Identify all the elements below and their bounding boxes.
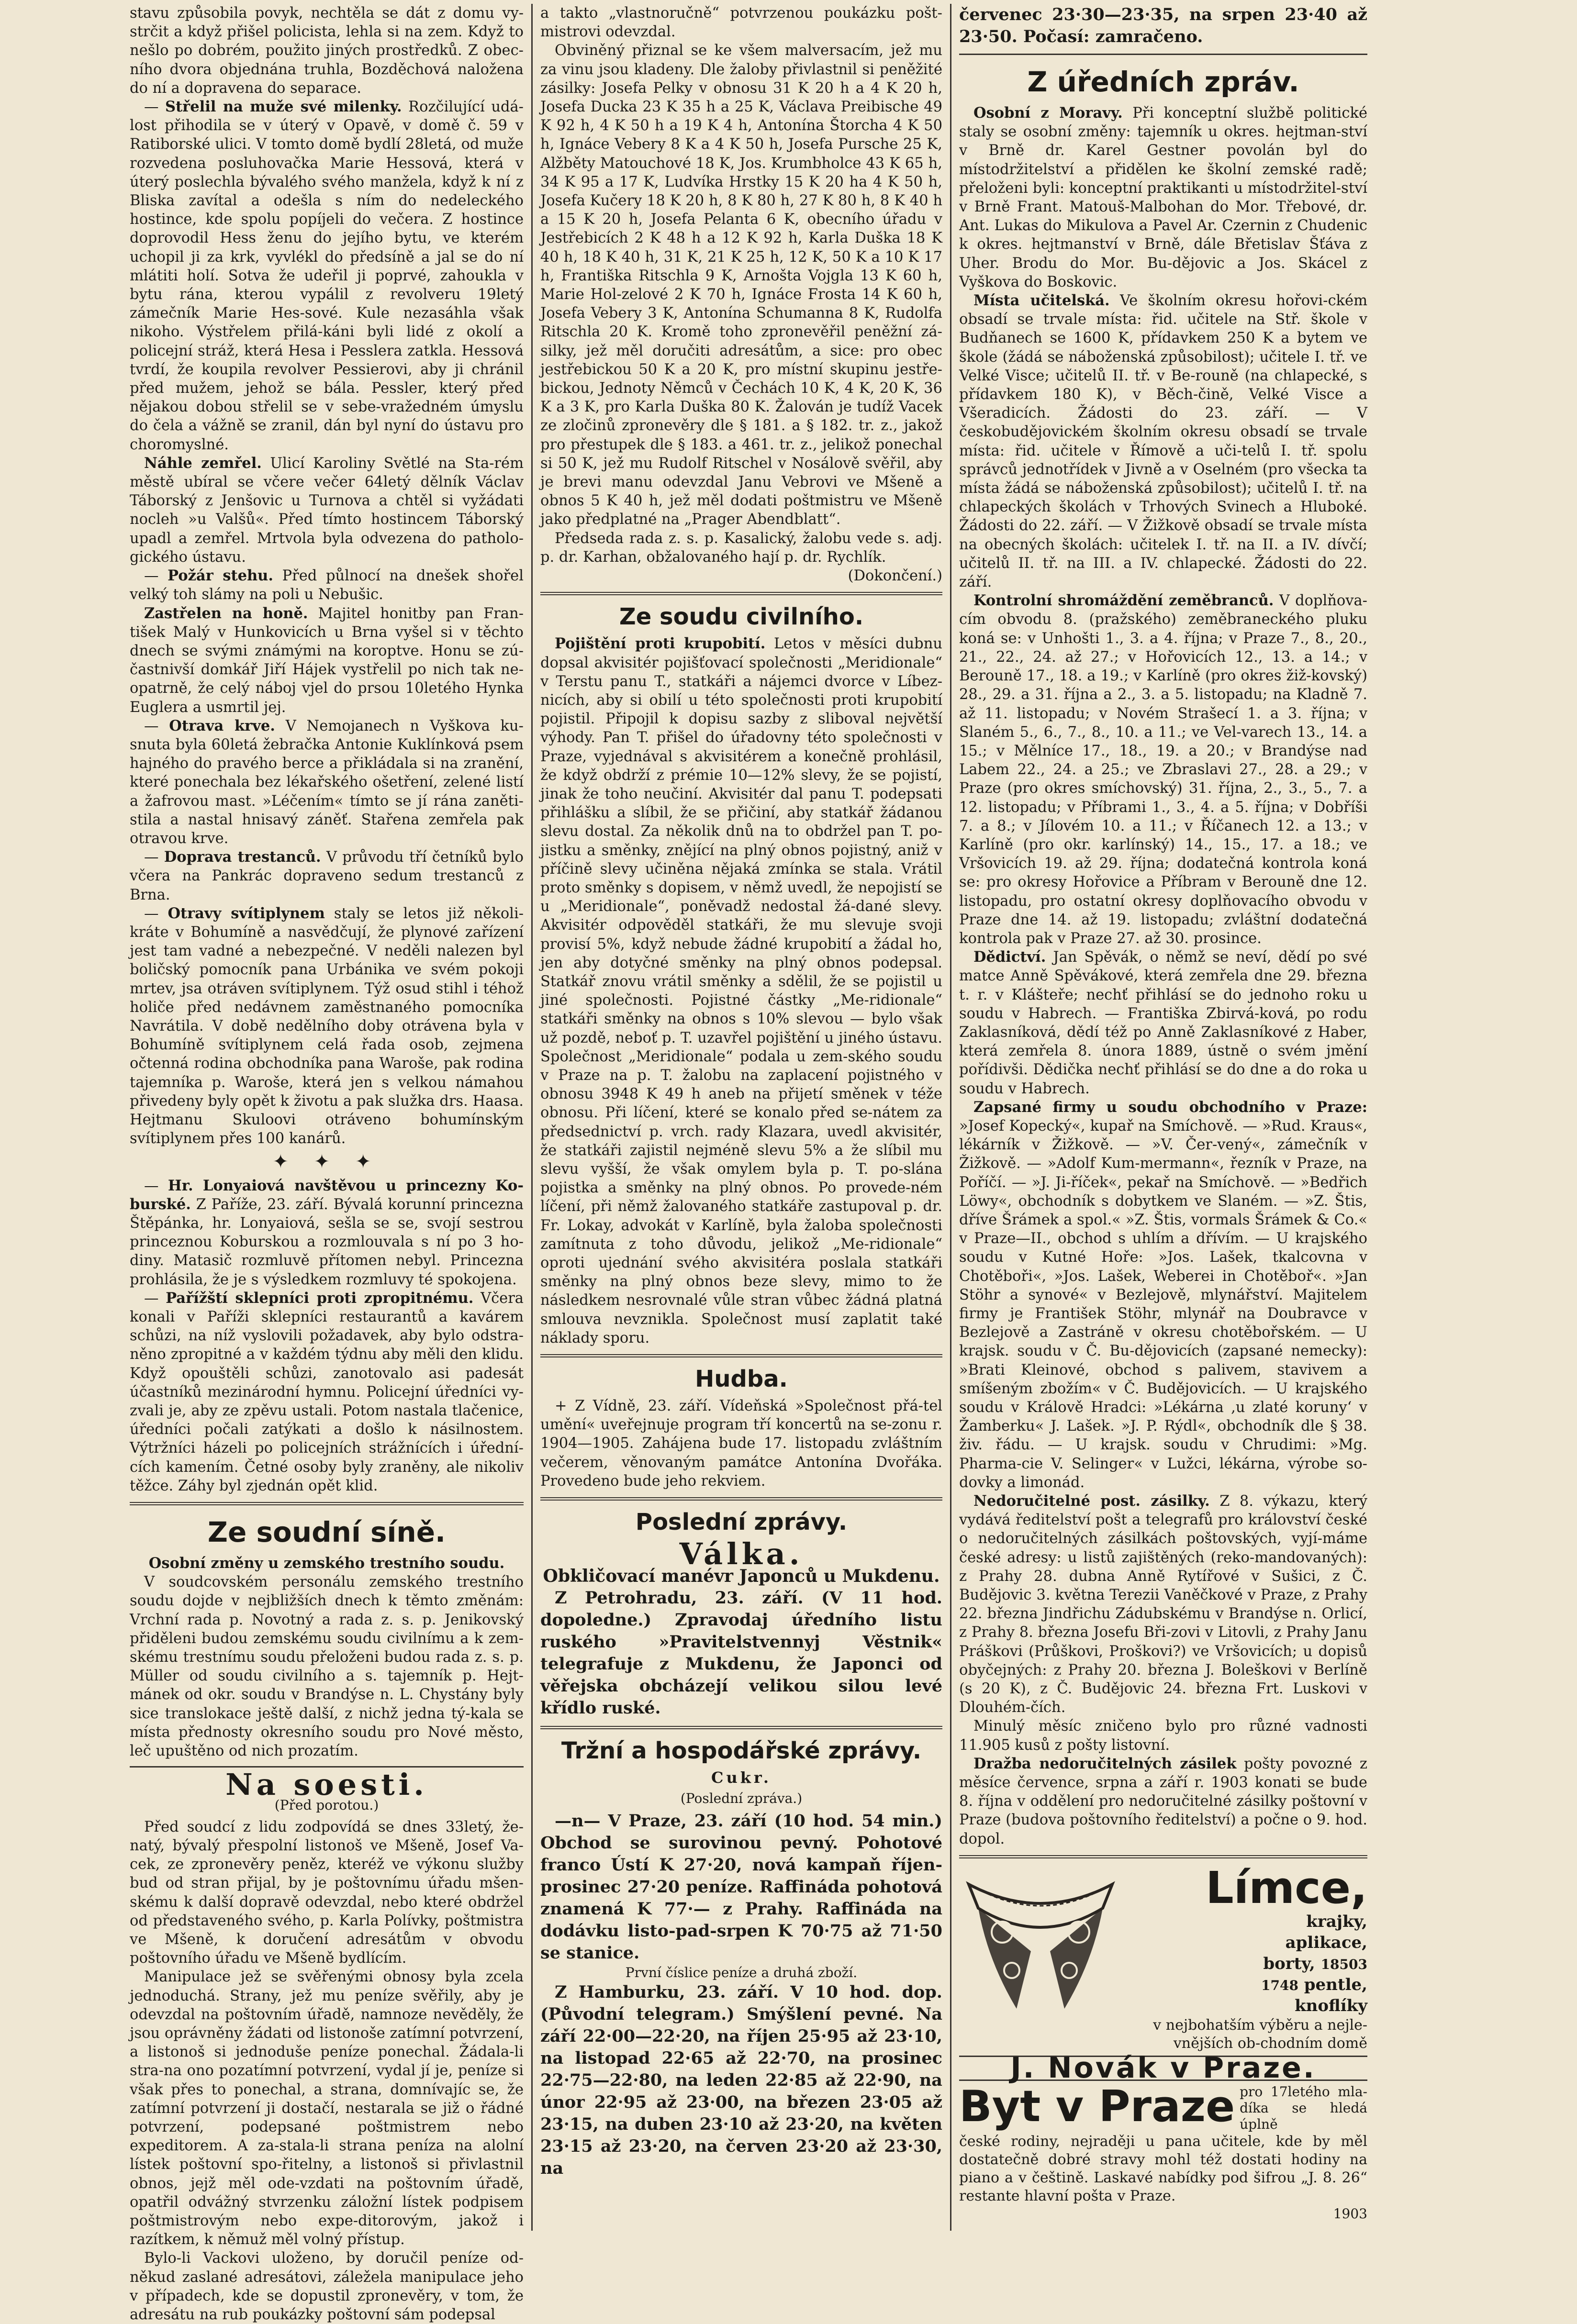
article-osobni-morava [959, 104, 1367, 291]
section-divider [540, 1497, 942, 1501]
article-manipulace: Manipulace jež se svěřenými obnosy byla zcela jednoduchá. Strany, jež mu peníze svěřily, aby je odevzdal na poštovním úřadě, namnoze nevěděly, že jsou oprávněny žádati od listonoše zatímní potvrzení, a listonoš si jednoduše peníze ponechal. Žádala-li stra-na ono pozatímní potvrzení, vydal jí je, peníze si však přes to ponechal, a strana, domnívajíc se, že zatímní potvrzení ji dostačí, nestarala se již o řádné potvrzení, podepsané poštmistrem nebo expeditorem. A za-stala-li strana peníza na alolní lístek poštovní spo-řitelny, a listonoš si přivlastnil obnos, jejž měl ode-vzdati na poštovním úřadě, opatřil odvážný stvrzenku záložní lístek podpisem poštmistrovým nebo expe-ditorovým, jakož i razítkem, k němuž měl volný přístup. [130, 1968, 524, 2248]
section-divider [959, 1855, 1367, 1858]
article-obvineny: Obviněný přiznal se ke všem malversacím, jež mu za vinu jsou kladeny. Dle žaloby přivlastnil si peněžité zásilky: Josefa Pelky v obnosu 31 K 20 h a 4 K 20 h, Josefa Ducka 23 K 35 h a 25 K, Václava Preibische 49 K 92 h, 4 K 50 h a 19 K 4 h, Antonína Štorcha 4 K 50 h, Ignáce Vebery 8 K a 4 K 50 h, Josefa Pursche 25 K, Alžběty Matouchové 18 K, Jos. Krumbholce 43 K 65 h, 34 K 95 a 17 K, Ludvíka Hrstky 15 K 20 ha 4 K 50 h, Josefa Kučery 18 K 20 h, 8 K 80 h, 27 K 80 h, 8 K 40 h a 15 K 20 h, Josefa Pelanta 6 K, obecního úřadu v Jestřebicích 2 K 48 h a 12 K 92 h, Karla Duška 18 K 40 h, 18 K 40 h, 31 K, 21 K 25 h, 12 K, 50 K a 10 K 17 h, Františka Ritschla 9 K, Arnošta Vojgla 13 K 60 h, Marie Hol-zelové 2 K 70 h, Ignáce Frosta 14 K 60 h, Josefa Vebery 3 K, Antonína Schumanna 8 K, Rudolfa Ritschla 20 K. Kromě toho zpronevěřil peněžní zá-silky, jež měl doručiti adresátům, a sice: pro obec jestřebickou 50 K a 20 K, pro místní skupinu jestře-bickou, Jednoty Němců v Čechách 10 K, 4 K, 20 K, 36 K a 3 K, pro Karla Duška 80 K. Žalován je tudíž Vacek ze zločinů zpronevěry dle § 181. a § 182. tr. z., jakož pro přestupek dle § 183. a 461. tr. z., jelikož ponechal si 50 K, jež mu Rudolf Ritschel v Nosálově svěřil, aby je brevi manu odevzdal Janu Vebrovi ve Mšeně a obnos 5 K 40 h, jež měl dodati poštmistru ve Mšeně jako předplatné na „Prager Abendblatt“. [540, 42, 942, 528]
article-continuation: a takto „vlastnoručně“ potvrzenou poukázku pošt-mistrovi odevzdal. [540, 5, 942, 41]
section-divider [130, 1502, 524, 1505]
section-title-na-soesti: Na soesti. [225, 1767, 428, 1802]
article-pozar: — Požár stehu. Před půlnocí na dnešek shořel velký toh slámy na poli u Nebušic. [130, 567, 524, 603]
ad-item: aplikace, [1285, 1933, 1367, 1952]
column-2 [531, 4, 950, 2231]
article-text: Ve školním okresu hořovi-ckém obsadí se trvale místa: řid. učitele na Stř. škole v Budňanech se 1600 K, přídavkem 250 K a bytem ve škole (žádá se náboženská způsobilost); učitele I. tř. ve Velké Visce; učitelů II. tř. v Be-rouně (na chlapecké, s přídavkem 180 K), v Běch-čině, Velké Visce a Všeradicích. Žádosti do 23. září. — V českobudějovickém školním okresu obsadí se trvale místa: řid. učitele v Římově a uči-telů I. tř. spolu správců jednotřídek v Jivně a v Oselném (pro všecka ta místa žádá se náboženská způsobilost); učitelů I. tř. na chlapeckých školách v Trhových Svinech a Hluboké. Žádosti do 22. září. — V Žižkově obsadí se trvale místa na obecných školách: učitelek I. tř. na II. a IV. dívčí; učitelů II. tř. na III. a IV. chlapecké. Žádosti do 22. září. [959, 292, 1367, 591]
article-text: staly se letos již několi-kráte v Bohumíně a nasvědčují, že plynové zařízení jest tam vadné a nebezpečné. V neděli nalezen byl boličský pomocník pana Urbánika ve svém pokoji mrtev, jsa otráven svítiplynem. Týž osud stihl i téhož holiče před nedávnem zaměstnaného pomocníka Navrátila. V době nedělního doby otrávena byla v Bohumíně svítiplynem celá řada osob, zejmena očtenná rodina obchodníka pana Waroše, pak rodina tajemníka p. Waroše, která jen s velkou námahou přivedeny byly opět k životu a pak služka drs. Haasa. Hejtmanu Skuloovi otráveno bohumínským svítiplynem přes 100 kanárů. [130, 905, 524, 1147]
article-text: pošty povozné z měsíce července, srpna a září r. 1903 konati se bude 8. října v oddělení pro nedoručitelné zásilky poštovní v Praze (budova poštovního ředitelství) a počne o 9. hod. dopol. [959, 1755, 1368, 1847]
headline-parizsti: Pařížští sklepníci proti zpropitnému. [166, 1289, 474, 1307]
article-pojisteni [540, 634, 942, 1347]
article-hudba: + Z Vídně, 23. září. Vídeňská »Společnost přá-tel umění« uveřejnuje program tří koncertů na se-zonu r. 1904—1905. Zahájena bude 17. listopadu zvláštním večerem, věnovaným památce Antonína Dvořáka. Provedeno bude jeho rekviem. [540, 1398, 942, 1490]
headline-drazba: Dražba nedoručitelných zásilek [973, 1755, 1237, 1772]
ad-item-label: borty, [1263, 1954, 1315, 1973]
article-continuation: červenec 23·30—23·35, na srpen 23·40 až 23·50. Počasí: zamračeno. [959, 5, 1367, 46]
headline-pozar: Požár stehu. [168, 567, 273, 585]
headline-otrava-krve: Otrava krve. [169, 717, 275, 734]
article-zastrelen [130, 604, 524, 717]
headline-valka: Válka. [679, 1536, 804, 1572]
lace-collar-illustration [959, 1865, 1122, 2023]
headline-nahle: Náhle zemřel. [144, 454, 262, 472]
continued-note: (Dokončení.) [848, 567, 942, 585]
section-title-trzni-zpravy: Tržní a hospodářské zprávy. [561, 1737, 922, 1765]
article-minuly-mesic: Minulý měsíc zničeno bylo pro různé vadnosti 11.905 kusů z pošty listovní. [959, 1718, 1367, 1754]
article-text: Z 8. výkazu, který vydává ředitelství pošt a telegrafů pro království české o nedoručitelných zásilkách poštovských, vyjí-máme české adresy: u listů zajištěných (reko-mandovaných): z Prahy 28. dubna Anně Rytířové v Sušici, z Č. Budějovic 3. května Terezii Vaněčkové v Praze, z Prahy 22. března Jindřichu Zádubskému v Brandýse n. Orlicí, z Prahy 8. března Josefu Bři-zovi v Litovli, z Prahy Janu Práškovi (Průškovi, Proškovi?) ve Vršovicích; u dopisů obyčejných: z Prahy 20. března J. Boleškovi v Berlíně (s 20 K), z Č. Budějovic 24. března Frt. Luskovi v Dlouhém-čích. [959, 1493, 1368, 1716]
headline-dedictvi: Dědictví. [973, 948, 1046, 966]
article-osobni-zmeny: V soudcovském personálu zemského trestního soudu dojde v nejbližších dnech k těmto změnám: Vrchní rada p. Novotný a rada z. s. p. Jenikovský přiděleni budou zemskému soudu civilnímu a k zem-skému trestnímu soudu přeloženi budou rada z. s. p. Müller od soudu civilního a s. tajemník p. Hejt-mánek od okr. soudu v Brandýse n. L. Chystány byly sice translokace ještě další, z nichž jedna tý-kala se místa přednosty okresního soudu pro Nové město, leč upuštěno od nich prozatím. [130, 1574, 524, 1760]
article-text: Před půlnocí na dnešek shořel velký toh slámy na poli u Nebušic. [130, 567, 524, 603]
section-divider [540, 1726, 942, 1729]
headline-otravy: Otravy svítiplynem [168, 904, 325, 922]
note-cislice: První číslice peníze a druhá zboží. [625, 1965, 858, 1981]
article-cukr-hamburk: Z Hamburku, 23. září. V 10 hod. dop. (Původní telegram.) Smýšlení pevné. Na září 22·00—22·20, na říjen 25·95 až 23·10, na listopad 22·65 až 22·70, na prosinec 22·75—22·80, na leden 22·85 až 22·90, na únor 22·95 až 23·00, na březen 23·05 až 23·15, na duben 23·10 až 23·20, na květen 23·15 až 23·20, na červen 23·20 až 23·30, na [540, 1982, 942, 2179]
ad-item-label: pentle, [1304, 1975, 1367, 1994]
article-text: V průvodu tří četníků bylo včera na Pankrác dopraveno sedum trestanců z Brna. [130, 849, 524, 903]
ad-byt-side: pro 17letého mla-díka se hledá úplně [1240, 2084, 1367, 2133]
article-otravy: — Otravy svítiplynem staly se letos již několi-kráte v Bohumíně a nasvědčují, že plynové zařízení jest tam vadné a nebezpečné. V neděli nalezen byl boličský pomocník pana Urbánika ve svém pokoji mrtev, jsa otráven svítiplynem. Týž osud stihl i téhož holiče před nedávnem zaměstnaného pomocníka Navrátila. V době nedělního doby otrávena byla v Bohumíně svítiplynem celá řada osob, zejmena očtenná rodina obchodníka pana Waroše, pak rodina tajemníka p. Waroše, která jen s velkou námahou přivedeny byly opět k životu a pak služka drs. Haasa. Hejtmanu Skuloovi otráveno bohumínským svítiplynem přes 100 kanárů. [130, 904, 524, 1147]
headline-kontrolni: Kontrolní shromáždění zeměbranců. [973, 592, 1274, 610]
article-predseda: Předseda rada z. s. p. Kasalický, žalobu vede s. adj. p. dr. Karhan, obžalovaného hají p. dr. Rychlík. [540, 530, 942, 566]
article-cukr-praha: —n— V Praze, 23. září (10 hod. 54 min.) Obchod se surovinou pevný. Pohotové franco Ústí K 27·20, nová kampaň říjen-prosinec 27·20 peníze. Raffináda pohotová znamená K 77·— z Prahy. Raffináda na dodávku listo-pad-srpen K 70·75 až 71·50 se stanice. [540, 1811, 942, 1963]
ad-company-name: J. Novák v Praze. [959, 2056, 1367, 2081]
column-3 [950, 4, 1375, 2231]
article-text: Majitel honitby pan Fran-tišek Malý v Hunkovicích u Brna vyšel si v těchto dnech se svými známými na koroptve. Honu se zú-častnivší domkář Jiří Hájek vystřelil po nich tak ne-opatrně, že celý náboj vjel do prsou 10letého Hynka Euglera a usmrtil jej. [130, 605, 524, 716]
article-text: »Josef Kopecký«, kupař na Smíchově. — »Rud. Kraus«, lékárník v Žižkově. — »V. Čer-vený«, zámečník v Žižkově. — »Adolf Kum-mermann«, řezník v Praze, na Poříčí. — »J. Ji-říček«, pekař na Smíchově. — »Bedřich Löwy«, obchodník s dobytkem ve Slaném. — »Z. Štis, dříve Šrámek a spol.« »Z. Štis, vormals Šrámek & Co.« v Praze—II., obchod s uhlím a dřívím. — U krajského soudu v Kutné Hoře: »Jos. Lašek, tkalcovna v Chotěboři«, »Jos. Lašek, Weberei in Chotěboř«. »Jan Stöhr a synové« v Bezlejově, mlynářství. Majitelem firmy je František Stöhr, mlynář na Doubravce v Bezlejově a Zastráně v okresu chotěbořském. — U krajsk. soudu v Č. Bu-dějovicích (zapsané nemecky): »Brati Kleinové, obchod s palivem, stavivem a smíšeným zbožím« v Č. Budějovicích. — U krajského soudu v Králově Hradci: »Lékárna ,u zlaté koruny‘ v Žamberku« J. Lašek. »J. P. Rýdl«, obchodník dle § 38. živ. řádu. — U krajsk. soudu v Chrudimi: »Mg. Pharma-cie V. Selinger« v Lužci, lékárna, výrobe so-dovky a limonád. [959, 1117, 1367, 1491]
headline-obklicovaci: Obkličovací manévr Japonců u Mukdenu. [543, 1566, 940, 1587]
article-strelil: — Střelil na muže své milenky. Rozčilující udá-lost přihodila se v úterý v Opavě, v domě č. 59 v Ratiborské ulici. V tomto domě bydlí 28letá, od muže rozvedena posluhovačka Marie Hessová, která v úterý poslechla bývalého svého manžela, když k ní z Bliska zavítal a odešla s ním do nedeleckého hostince, kde spolu popíjeli do večera. Z hostince doprovodil Hess ženu do jejího bytu, ve kterém uchopil ji za krk, vyvlékl do předsíně a jal se do ní mlátiti holí. Sotva že udeřil ji poprvé, zahoukla v bytu rána, kterou vypálil z revolveru 19letý zámečník Marie Hes-sové. Kule nezasáhla však nikoho. Výstřelem přilá-káni byli lidé z okolí a policejní stráž, která Hesa i Pesslera zatkla. Hessová tvrdí, že koupila revolver Pessierovi, aby ji chránil před mužem, jehož se bála. Pessler, který před nějakou dobou střelil se v sebe-vražedném úmyslu do čela a vážně se zranil, dán byl nyní do ústavu pro choromyslné. [130, 98, 524, 453]
article-porota: Před soudcí z lidu zodpovídá se dnes 33letý, že-natý, bývalý přespolní listonoš ve Mšeně, Josef Va-cek, ze zpronevěry peněz, kteréž ve výkonu služby bud od stran přijal, by je poštovnímu úřadu mšen-skému k další dopravě odevzdal, nebo které obdržel od představeného svého, p. Karla Polívky, poštmistra ve Mšeně, k doručení adresátům v obvodu poštovního úřadu ve Mšeně bydlícím. [130, 1818, 524, 1967]
ad-tagline: v nejbohatším výběru a nejle-vnějších ob-chodním domě [1153, 2016, 1367, 2052]
article-text: V Nemojanech n Vyškova ku-snuta byla 60letá žebračka Antonie Kuklínková psem hajného do pravého berce a přikládala si na zranění, které ponechala bez lékařského ošetření, zelené listí a žafrovou mast. »Léčením« tímto se jí rána zaněti-stila a nastal hnisavý záněť. Stařena zemřela pak otravou krve. [130, 717, 524, 847]
headline-osobni-morava: Osobní z Moravy. [973, 104, 1123, 122]
section-title-uradni-zpravy: Z úředních zpráv. [1027, 66, 1299, 98]
article-text: Včera konali v Paříži sklepníci restaurantů a kavárem schůzi, na níž vyslovili požadavek, aby bylo odstra-něno zpropitné a v každém týdnu aby měli den klidu. Když opouštěli schůzi, zanotovalo asi padesát účastníků mezinárodní hymnu. Policejní úředníci vy-zvali je, aby ze zpěvu ustali. Potom nastala tlačenice, úředníci počali zatýkati a došlo k násilnostem. Výtržníci házeli po policejních strážnících i úřední-cích kamením. Četné osoby byly zraněny, ale nikoliv těžce. Záhy byl zjednán opět klid. [130, 1290, 524, 1494]
section-title-posledni-zpravy: Poslední zprávy. [635, 1509, 848, 1536]
article-drazba [959, 1755, 1367, 1848]
article-dedictvi [959, 948, 1367, 1098]
subtitle-porota: (Před porotou.) [274, 1797, 379, 1813]
article-text: Ulicí Karoliny Světlé na Sta-rém městě ubíral se včere večer 64letý dělník Václav Táborský z Jenšovic u Turnova a chtěl si vyžádati nocleh »u Valšů«. Před tímto hostincem Táborský upadl a zemřel. Mrtvola byla odvezena do patholo-gického ústavu. [130, 455, 524, 566]
article-text: Rozčilující udá-lost přihodila se v úterý v Opavě, v domě č. 59 v Ratiborské ulici. V tomto domě bydlí 28letá, od muže rozvedena posluhovačka Marie Hessová, která v úterý poslechla bývalého svého manžela, když k ní z Bliska zavítal a odešla s ním do nedeleckého hostince, kde spolu popíjeli do večera. Z hostince doprovodil Hess ženu do jejího bytu, ve kterém uchopil ji za krk, vyvlékl do předsíně a jal se do ní mlátiti holí. Sotva že udeřil ji poprvé, zahoukla v bytu rána, kterou vypálil z revolveru 19letý zámečník Marie Hes-sové. Kule nezasáhla však nikoho. Výstřelem přilá-káni byli lidé z okolí a policejní stráž, která Hesa i Pesslera zatkla. Hessová tvrdí, že koupila revolver Pessierovi, aby ji chránil před mužem, jehož se bála. Pessler, který před nějakou dobou střelil se v sebe-vražedném úmyslu do čela a vážně se zranil, dán byl nyní do ústavu pro choromyslné. [130, 99, 524, 453]
article-bylo-li: Bylo-li Vackovi uloženo, by doručil peníze od-někud zaslané adresátovi, záležela manipulace jeho v případech, kde se dopustil zpronevěry, v tom, že adresátu na rub poukázky poštovní sám podepsal [130, 2250, 524, 2323]
section-title-hudba: Hudba. [695, 1366, 788, 1393]
article-petrohrad: Z Petrohradu, 23. září. (V 11 hod. dopoledne.) Zpravodaj úředního listu ruského »Pravitelstvennyj Věstnik« telegrafuje z Mukdenu, že Japonci od věřejska obcházejí velikou silou levé křídlo ruské. [540, 1588, 942, 1718]
ad-number: 1748 [1261, 1977, 1298, 1993]
article-text: Z Paříže, 23. září. Bývalá korunní princezna Štěpánka, hr. Lonyaiová, sešla se se, svojí sestrou princeznou Koburskou a rozmlouvala s ní po 3 ho-diny. Matasič rozmluvě přítomen nebyl. Princezna prohlásila, že je s výsledkem rozmluvy té spokojena. [130, 1196, 524, 1288]
article-lonyai: — Hr. Lonyaiová navštěvou u princezny Ko-burské. Z Paříže, 23. září. Bývalá korunní princezna Štěpánka, hr. Lonyaiová, sešla se se, svojí sestrou princeznou Koburskou a rozmlouvala s ní po 3 ho-diny. Matasič rozmluvě přítomen nebyl. Princezna prohlásila, že je s výsledkem rozmluvy té spokojena. [130, 1177, 524, 1288]
headline-pojisteni: Pojištění proti krupobití. [555, 635, 766, 653]
article-parizsti: — Pařížští sklepníci proti zpropitnému. Včera konali v Paříži sklepníci restaurantů a kavárem schůzi, na níž vyslovili požadavek, aby bylo odstra-něno zpropitné a v každém týdnu aby měli den klidu. Když opouštěli schůzi, zanotovalo asi padesát účastníků mezinárodní hymnu. Policejní úředníci vy-zvali je, aby ze zpěvu ustali. Potom nastala tlačenice, úředníci počali zatýkati a došlo k násilnostem. Výtržníci házeli po policejních strážnících i úřední-cích kamením. Četné osoby byly zraněny, ale nikoliv těžce. Záhy byl zjednán opět klid. [130, 1289, 524, 1494]
article-continuation: stavu způsobila povyk, nechtěla se dát z domu vy-strčit a když přišel policista, lehla si na zem. Když to nešlo po dobrém, použito jiných prostředků. Z obec-ního dvora objednána truhla, Bozděchová naložena do ní a dopravena do separace. [130, 5, 524, 97]
article-text: Při konceptní službě politické staly se osobní změny: tajemník u okres. hejtman-ství v Brně dr. Karel Gestner povolán byl do místodržitelství a přidělen ke školní zemské radě; přeloženi byli: konceptní praktikanti u místodržitel-ství v Brně Frant. Matouš-Malbohan do Mor. Třebové, dr. Ant. Lukas do Mikulova a Pavel Ar. Czernin z Chudenic k okres. hejtmanství v Brně, dále Břetislav Šťáva z Uher. Brodu do Mor. Bu-dějovic a Jos. Skácel z Vyškova do Boskovic. [959, 105, 1367, 290]
section-divider [540, 1354, 942, 1357]
headline-zastrelen: Zastřelen na honě. [144, 604, 308, 622]
section-divider [540, 592, 942, 595]
headline-lonyai: Hr. Lonyaiová navštěvou u princezny Ko-burské. [130, 1177, 524, 1213]
ad-headline-byt: Byt v Praze [959, 2081, 1235, 2132]
article-nahle [130, 454, 524, 567]
headline-nedorucitelne: Nedoručitelné post. zásilky. [973, 1492, 1210, 1510]
ad-item: knoflíky [1295, 1996, 1367, 2015]
article-text: Letos v měsíci dubnu dopsal akvisitér pojišťovací společnosti „Meridionale“ v Terstu panu T., statkáři a nájemci dvorce v Líbez-nicích, aby si obilí u této společnosti proti krupobití pojistil. Připojil k dopisu sazby z sliboval největší výhody. Pan T. přišel do úřadovny této společnosti v Praze, vyjednával s akvisitérem a konečně prohlásil, že když obdrží z prémie 10—12% slevy, že se pojistí, jinak že toho neučiní. Akvisitér dal panu T. podepsati přihlášku a slíbil, že se přičiní, aby statkář žádanou slevu dostal. Za několik dnů na to obdržel pan T. po-jistku a směnky, znějící na plný obnos pojistný, aniž v příčině slevy učiněna nějaká zmínka se stala. Vrátil proto směnky s dopisem, v němž uvedl, že nepojistí se u „Meridionale“, poněvadž nedostal žá-dané slevy. Akvisitér odpověděl statkáři, že mu slevuje svoji provisí 5%, když nebude žádné krupobití a žádal ho, jen aby dotyčné směnky na plný obnos podepsal. Statkář znovu vrátil směnky a sdělil, že se pojistil u jiné společnosti. Pojistné částky „Me-ridionale“ statkáři směnky na obnos s 10% slevou — bylo však už pozdě, neboť p. T. uzavřel pojištění u jiného ústavu. Společnost „Meridionale“ podala u zem-ského soudu v Praze na p. T. žalobu na zaplacení pojistného v obnosu 3948 K 49 h aneb na přijetí směnek v téže obnosu. Při líčení, které se konalo před se-nátem za předsednictví p. vrch. rady Klazara, uvedl akvisitér, že statkáři zajistil nejméně slevu 5% a že slíbil mu slevu vyšší, že však omylem byla p. T. po-slána pojistka a směnky na plný obnos. Po provede-ném líčení, při němž žalovaného statkáře zastupoval p. dr. Fr. Lokay, advokát v Karlíně, byla žaloba společnosti zamítnuta z toho důvodu, jelikož „Me-ridionale“ oproti ujednání svého akvisitéra poslala statkáři směnky na plný obnos beze slevy, mimo to že následkem nesrovnalé vůle stran vůbec žádná platná smlouva nevznikla. Společnost musí zaplatit také náklady sporu. [540, 635, 942, 1346]
headline-strelil: Střelil na muže své milenky. [165, 98, 402, 116]
headline-doprava: Doprava trestanců. [164, 848, 321, 866]
column-1 [122, 4, 531, 2323]
article-doprava: — Doprava trestanců. V průvodu tří četníků bylo včera na Pankrác dopraveno sedum trestanců z Brna. [130, 848, 524, 903]
advertisement-byt [959, 2081, 1367, 2133]
section-title-soudni-sine: Ze soudní síně. [207, 1516, 446, 1549]
headline-zapsane-firmy: Zapsané firmy u soudu obchodního v Praze: [973, 1098, 1367, 1116]
article-kontrolni [959, 591, 1367, 948]
article-mista [959, 291, 1367, 591]
ad-byt-body: české rodiny, nejraději u pana učitele, kde by měl dostatečně dobré stravy mohl též dostati hodiny na piano a v češtině. Laskavé nabídky pod šifrou „J. 8. 26“ restante hlavní pošta v Praze. [959, 2133, 1367, 2205]
article-text: V doplňova-cím obvodu 8. (pražského) zeměbraneckého pluku koná se: v Unhošti 1., 3. a 4. října; v Praze 7., 8., 20., 21., 22., 24. až 27.; v Hořovicích 12., 13. a 14.; v Berouně 17., 18. a 19.; v Karlíně (pro okres žiž-kovský) 28., 29. a 31. října a 2., 3. a 5. listopadu; na Kladně 7. až 11. listopadu; v Novém Strašecí 1. a 3. října; v Slaném 5., 6., 7., 8., 10. a 11.; ve Vel-varech 13., 14. a 15.; v Mělníce 17., 18., 19. a 20.; v Brandýse nad Labem 22., 24. a 25.; ve Zbraslavi 27., 28. a 29.; v Praze (pro okres smíchovský) 31. října, 2., 3., 5., 7. a 12. listopadu; v Příbrami 1., 3., 4. a 5. října; v Dobříši 7. a 8.; v Jílovém 10. a 11.; v Říčanech 12. a 13.; v Karlíně (pro okr. karlínský) 14., 15., 17. a 18.; ve Vršovicích 19. až 29. října; dodatečná kontrola koná se: pro okresy Hořovice a Příbram v Berouně dne 12. listopadu, pro ostatní okresy doplňovacího obvodu v Praze dne 14. až 19. listopadu; zvláštní dodatečná kontrola pak v Praze 27. až 30. prosince. [959, 592, 1367, 947]
divider [959, 54, 1367, 55]
article-nedorucitelne [959, 1492, 1367, 1717]
headline-cukr: Cukr. [711, 1768, 772, 1787]
ad-number: 18503 [1320, 1956, 1367, 1972]
article-otrava-krve: — Otrava krve. V Nemojanech n Vyškova ku-snuta byla 60letá žebračka Antonie Kuklínková psem hajného do pravého berce a přikládala si na zranění, které ponechala bez lékařského ošetření, zelené listí a žafrovou mast. »Léčením« tímto se jí rána zaněti-stila a nastal hnisavý záněť. Stařena zemřela pak otravou krve. [130, 717, 524, 847]
headline-mista: Místa učitelská. [973, 292, 1110, 310]
section-title-soud-civilni: Ze soudu civilního. [619, 603, 864, 631]
ad-headline-limce: Límce, [1206, 1862, 1367, 1913]
ad-byt-number: 1903 [1333, 2206, 1367, 2222]
article-text: Jan Spěvák, o němž se neví, dědí po své matce Anně Spěvákové, která zemřela dne 29. března t. r. v Klášteře; nechť přihlásí se do jednoho roku u soudu v Habrech. — Františka Zbirvá-ková, po rodu Zaklasníková, dědí též po Anně Zaklasníkové z Haber, která zemřela 8. února 1889, ústně o svém jmění pořídivši. Dědička nechť přihlásí se do dne a do roka u soudu v Habrech. [959, 949, 1368, 1097]
subtitle-cukr: (Poslední zpráva.) [680, 1790, 803, 1807]
ad-item: krajky, [1306, 1912, 1367, 1931]
ornament-divider: ✦ ✦ ✦ [272, 1151, 381, 1173]
advertisement-novak [959, 1862, 1367, 2085]
headline-osobni-zmeny: Osobní změny u zemského trestního soudu. [148, 1555, 505, 1572]
article-zapsane-firmy [959, 1098, 1367, 1492]
